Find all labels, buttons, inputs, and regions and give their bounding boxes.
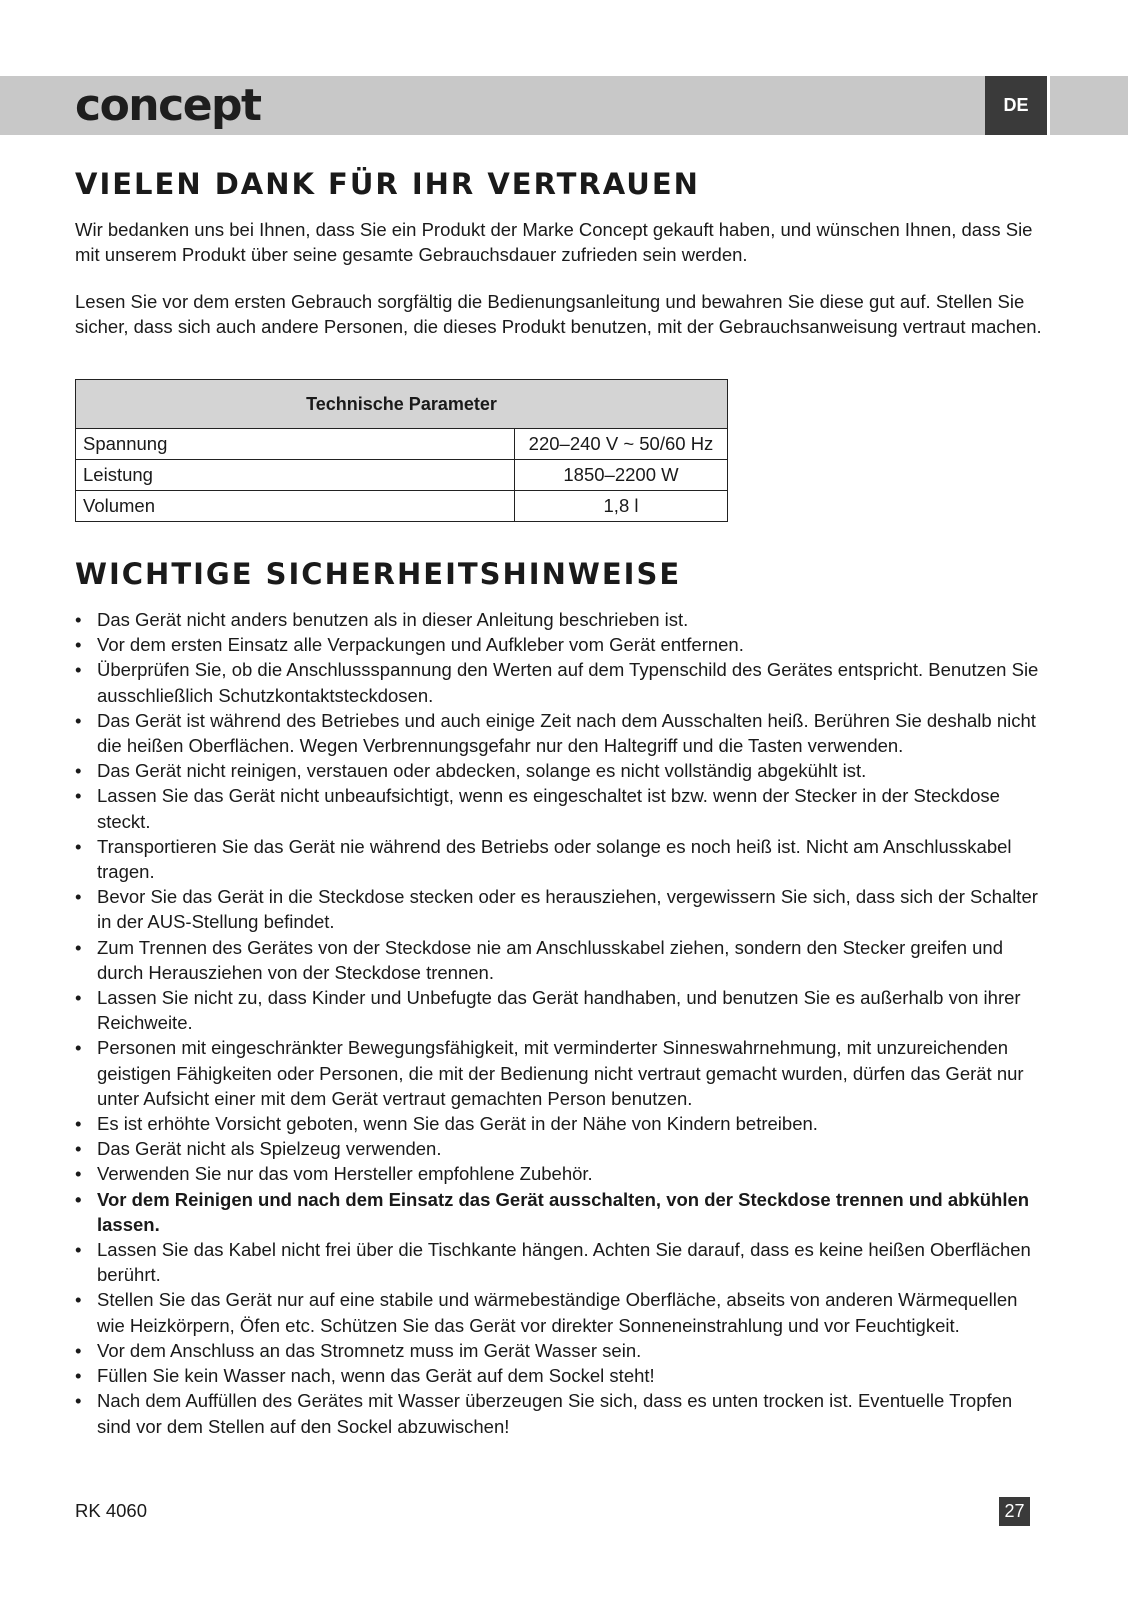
safety-list	[75, 607, 1045, 1439]
list-item: • Das Gerät nicht als Spielzeug verwenden.	[75, 1136, 1045, 1161]
list-item: • Vor dem Anschluss an das Stromnetz muss im Gerät Wasser sein.	[75, 1338, 1045, 1363]
list-item: • Stellen Sie das Gerät nur auf eine stabile und wärmebeständige Oberfläche, abseits von anderen Wärmequellen wie Heizkörpern, Öfen etc. Schützen Sie das Gerät vor direkter Sonneneinstrahlung und vor Feuchtigkeit.	[75, 1287, 1045, 1337]
page-number: 27	[999, 1497, 1030, 1526]
spec-label: Leistung	[76, 460, 515, 491]
list-item: • Das Gerät nicht anders benutzen als in dieser Anleitung beschrieben ist.	[75, 607, 1045, 632]
list-item: • Überprüfen Sie, ob die Anschlussspannung den Werten auf dem Typenschild des Gerätes entspricht. Benutzen Sie ausschließlich Schutzkontaktsteckdosen.	[75, 657, 1045, 707]
section-title-thanks: VIELEN DANK FÜR IHR VERTRAUEN	[75, 167, 700, 201]
spec-value: 1850–2200 W	[515, 460, 728, 491]
list-item: • Nach dem Auffüllen des Gerätes mit Wasser überzeugen Sie sich, dass es unten trocken ist. Eventuelle Tropfen sind vor dem Stellen auf den Sockel abzuwischen!	[75, 1388, 1045, 1438]
specs-table-title: Technische Parameter	[76, 380, 728, 429]
header-bar-end	[1050, 76, 1128, 135]
list-item-warning: • Vor dem Reinigen und nach dem Einsatz das Gerät ausschalten, von der Steckdose trennen und abkühlen lassen.	[75, 1187, 1045, 1237]
table-row	[76, 429, 728, 460]
spec-label: Spannung	[76, 429, 515, 460]
list-item: • Vor dem ersten Einsatz alle Verpackungen und Aufkleber vom Gerät entfernen.	[75, 632, 1045, 657]
list-item: • Verwenden Sie nur das vom Hersteller empfohlene Zubehör.	[75, 1161, 1045, 1186]
intro-paragraph: Wir bedanken uns bei Ihnen, dass Sie ein Produkt der Marke Concept gekauft haben, und wünschen Ihnen, dass Sie mit unserem Produkt über seine gesamte Gebrauchsdauer zufrieden sein werden.	[75, 219, 1033, 265]
specs-table	[75, 379, 728, 522]
list-item: • Lassen Sie nicht zu, dass Kinder und Unbefugte das Gerät handhaben, und benutzen Sie es außerhalb von ihrer Reichweite.	[75, 985, 1045, 1035]
table-row	[76, 460, 728, 491]
list-item: • Das Gerät ist während des Betriebes und auch einige Zeit nach dem Ausschalten heiß. Berühren Sie deshalb nicht die heißen Oberflächen. Wegen Verbrennungsgefahr nur den Haltegriff und die Tasten verwenden.	[75, 708, 1045, 758]
list-item: • Lassen Sie das Kabel nicht frei über die Tischkante hängen. Achten Sie darauf, dass es keine heißen Oberflächen berührt.	[75, 1237, 1045, 1287]
list-item: • Lassen Sie das Gerät nicht unbeaufsichtigt, wenn es eingeschaltet ist bzw. wenn der Stecker in der Steckdose steckt.	[75, 783, 1045, 833]
list-item: • Personen mit eingeschränkter Bewegungsfähigkeit, mit verminderter Sinneswahrnehmung, mit unzureichenden geistigen Fähigkeiten oder Personen, die mit der Bedienung nicht vertraut gemacht wurden, dürfen das Gerät nur unter Aufsicht einer mit dem Gerät vertraut gemachten Person benutzen.	[75, 1035, 1045, 1111]
section-title-safety: WICHTIGE SICHERHEITSHINWEISE	[75, 557, 682, 591]
list-item: • Füllen Sie kein Wasser nach, wenn das Gerät auf dem Sockel steht!	[75, 1363, 1045, 1388]
list-item: • Das Gerät nicht reinigen, verstauen oder abdecken, solange es nicht vollständig abgekühlt ist.	[75, 758, 1045, 783]
list-item: • Es ist erhöhte Vorsicht geboten, wenn Sie das Gerät in der Nähe von Kindern betreiben.	[75, 1111, 1045, 1136]
table-row	[76, 491, 728, 522]
list-item: • Transportieren Sie das Gerät nie während des Betriebs oder solange es noch heiß ist. Nicht am Anschlusskabel tragen.	[75, 834, 1045, 884]
list-item: • Bevor Sie das Gerät in die Steckdose stecken oder es herausziehen, vergewissern Sie sich, dass sich der Schalter in der AUS-Stellung befindet.	[75, 884, 1045, 934]
language-badge: DE	[985, 76, 1047, 135]
spec-value: 220–240 V ~ 50/60 Hz	[515, 429, 728, 460]
brand-logo: concept	[75, 80, 261, 131]
footer-model: RK 4060	[75, 1500, 147, 1521]
spec-label: Volumen	[76, 491, 515, 522]
intro-paragraph: Lesen Sie vor dem ersten Gebrauch sorgfältig die Bedienungsanleitung und bewahren Sie diese gut auf. Stellen Sie sicher, dass sich auch andere Personen, die dieses Produkt benutzen, mit der Gebrauchsanweisung vertraut machen.	[75, 291, 1042, 337]
spec-value: 1,8 l	[515, 491, 728, 522]
list-item: • Zum Trennen des Gerätes von der Steckdose nie am Anschlusskabel ziehen, sondern den Stecker greifen und durch Herausziehen von der Steckdose trennen.	[75, 935, 1045, 985]
